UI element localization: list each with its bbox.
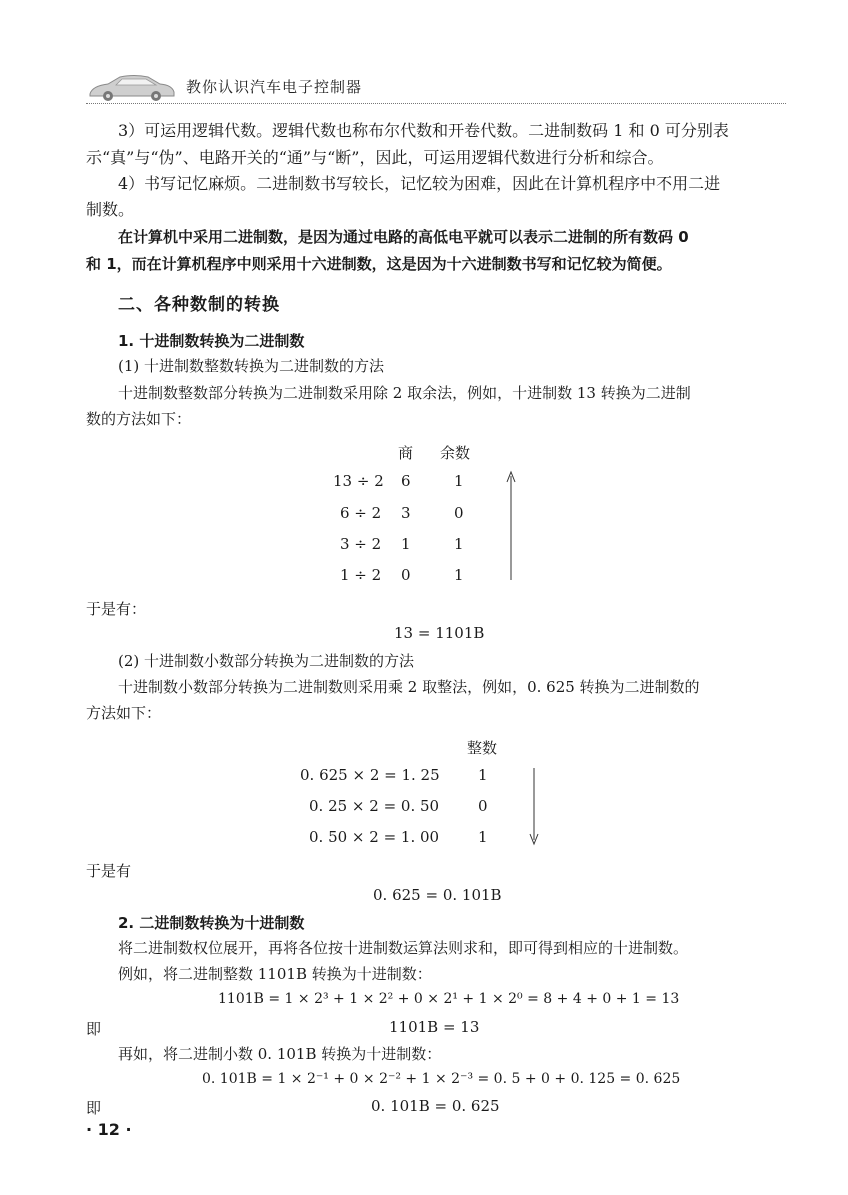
division-quotient: 0 [401,566,411,584]
division-remainder: 0 [454,504,464,522]
ji-label: 即 [86,1020,102,1038]
example-integer-intro: 例如，将二进制整数 1101B 转换为十进制数： [118,965,432,983]
integer-method-desc-line1: 十进制数整数部分转换为二进制数采用除 2 取余法，例如，十进制数 13 转换为二进制 [118,384,691,402]
integer-method-desc-line2: 数的方法如下： [86,410,192,428]
multiply-integer: 1 [478,828,488,846]
expansion-equation-fraction: 0. 101B = 1 × 2⁻¹ + 0 × 2⁻² + 1 × 2⁻³ = 0. 5 + 0 + 0. 125 = 0. 625 [202,1071,681,1087]
example-fraction-intro: 再如，将二进制小数 0. 101B 转换为十进制数： [118,1045,442,1063]
multiply-expr: 0. 50 × 2 = 1. 00 [309,828,440,846]
arrow-down-icon [528,766,540,846]
fraction-method-desc-line1: 十进制数小数部分转换为二进制数则采用乘 2 取整法，例如，0. 625 转换为二进制数的 [118,678,700,696]
fraction-method-desc-line2: 方法如下： [86,704,162,722]
column-header-quotient: 商 [398,444,414,462]
division-expr: 13 ÷ 2 [333,472,384,490]
bold-note-line2: 和 1，而在计算机程序中则采用十六进制数，这是因为十六进制数书写和记忆较为简便。 [86,255,672,273]
column-header-remainder: 余数 [440,444,471,462]
section-heading-conversion: 二、各种数制的转换 [118,295,280,315]
column-header-integer: 整数 [467,739,498,757]
item-fraction-method: (2) 十进制数小数部分转换为二进制数的方法 [118,652,415,670]
binary-to-decimal-desc: 将二进制数权位展开，再将各位按十进制数运算法则求和，即可得到相应的十进制数。 [118,939,689,957]
division-quotient: 1 [401,535,411,553]
division-expr: 1 ÷ 2 [340,566,382,584]
subheading-decimal-to-binary: 1. 十进制数转换为二进制数 [118,332,305,350]
division-remainder: 1 [454,472,464,490]
division-quotient: 6 [401,472,411,490]
result-integer-conversion: 13 = 1101B [394,624,485,642]
division-expr: 3 ÷ 2 [340,535,382,553]
running-header [86,70,786,104]
therefore-label: 于是有 [86,862,132,880]
expansion-equation-integer: 1101B = 1 × 2³ + 1 × 2² + 0 × 2¹ + 1 × 2⁰ = 8 + 4 + 0 + 1 = 13 [218,991,680,1007]
multiply-integer: 0 [478,797,488,815]
paragraph-point4-line1: 4）书写记忆麻烦。二进制数书写较长，记忆较为困难，因此在计算机程序中不用二进 [118,174,721,193]
multiply-expr: 0. 25 × 2 = 0. 50 [309,797,440,815]
division-quotient: 3 [401,504,411,522]
page-number: · 12 · [86,1120,132,1139]
division-remainder: 1 [454,535,464,553]
therefore-label: 于是有： [86,600,147,618]
paragraph-point4-line2: 制数。 [86,200,135,219]
car-logo-icon [86,72,178,102]
result-fraction-conversion: 0. 625 = 0. 101B [373,886,502,904]
division-expr: 6 ÷ 2 [340,504,382,522]
subheading-binary-to-decimal: 2. 二进制数转换为十进制数 [118,914,305,932]
ji-label: 即 [86,1099,102,1117]
multiply-integer: 1 [478,766,488,784]
header-title: 教你认识汽车电子控制器 [186,78,363,96]
item-integer-method: (1) 十进制数整数转换为二进制数的方法 [118,357,385,375]
division-remainder: 1 [454,566,464,584]
multiply-expr: 0. 625 × 2 = 1. 25 [300,766,440,784]
paragraph-point3-line2: 示“真”与“伪”、电路开关的“通”与“断”，因此，可运用逻辑代数进行分析和综合。 [86,148,664,167]
header-divider [86,103,786,104]
paragraph-point3-line1: 3）可运用逻辑代数。逻辑代数也称布尔代数和开卷代数。二进制数码 1 和 0 可分别表 [118,121,729,140]
bold-note-line1: 在计算机中采用二进制数，是因为通过电路的高低电平就可以表示二进制的所有数码 0 [118,228,689,246]
result-binary-fraction: 0. 101B = 0. 625 [371,1097,500,1115]
arrow-up-icon [505,470,517,582]
result-binary-integer: 1101B = 13 [389,1018,480,1036]
